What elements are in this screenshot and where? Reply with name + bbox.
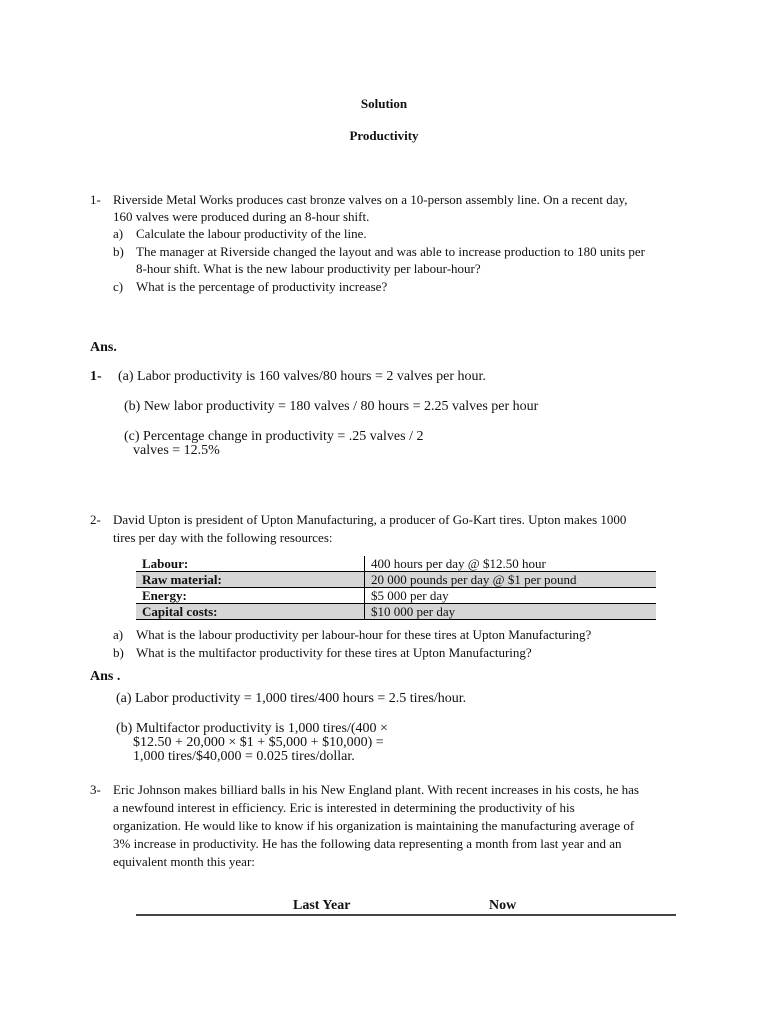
resource-value: $5 000 per day xyxy=(365,588,657,604)
table-row xyxy=(136,556,656,572)
q1-text-line2: 160 valves were produced during an 8-hour shift. xyxy=(113,209,370,224)
ans1-number: 1- xyxy=(90,369,102,384)
q3-number: 3- xyxy=(90,782,101,797)
q2-item-b-text: What is the multifactor productivity for these tires at Upton Manufacturing? xyxy=(136,645,532,660)
page-title: Solution xyxy=(360,96,408,111)
q1-text-line1: Riverside Metal Works produces cast bronze valves on a 10-person assembly line. On a recent day, xyxy=(113,192,628,207)
q3-text-line3: organization. He would like to know if his organization is maintaining the manufacturing average of xyxy=(113,818,635,833)
q1-item-b-text-line1: The manager at Riverside changed the layout and was able to increase production to 180 units per xyxy=(136,244,645,259)
table-header-rule xyxy=(136,914,676,916)
q2-item-a-label: a) xyxy=(113,627,124,642)
ans2-part-b-line2: $12.50 + 20,000 × $1 + $5,000 + $10,000) = xyxy=(133,735,384,750)
resource-name: Raw material: xyxy=(136,572,365,588)
q1-item-c-text: What is the percentage of productivity increase? xyxy=(136,279,388,294)
resource-value: 20 000 pounds per day @ $1 per pound xyxy=(365,572,657,588)
column-header-now: Now xyxy=(489,898,517,913)
ans1-part-a: (a) Labor productivity is 160 valves/80 hours = 2 valves per hour. xyxy=(118,369,486,384)
resource-name: Labour: xyxy=(136,556,365,572)
ans2-part-b-line3: 1,000 tires/$40,000 = 0.025 tires/dollar. xyxy=(133,749,355,764)
q2-text-line2: tires per day with the following resources: xyxy=(113,530,333,545)
ans1-part-c-line2: valves = 12.5% xyxy=(133,443,220,458)
q1-item-a-text: Calculate the labour productivity of the line. xyxy=(136,226,367,241)
resource-value: 400 hours per day @ $12.50 hour xyxy=(365,556,657,572)
resources-table xyxy=(136,556,656,620)
table-row xyxy=(136,604,656,620)
q2-number: 2- xyxy=(90,512,101,527)
q1-number: 1- xyxy=(90,192,101,207)
q1-item-b-label: b) xyxy=(113,244,124,259)
ans2-heading: Ans . xyxy=(90,669,121,684)
q1-item-b-text-line2: 8-hour shift. What is the new labour productivity per labour-hour? xyxy=(136,261,481,276)
table-row xyxy=(136,572,656,588)
page-subtitle: Productivity xyxy=(349,128,419,143)
q1-item-c-label: c) xyxy=(113,279,124,294)
q2-item-b-label: b) xyxy=(113,645,124,660)
table-row xyxy=(136,588,656,604)
q1-item-a-label: a) xyxy=(113,226,124,241)
q3-text-line4: 3% increase in productivity. He has the following data representing a month from last year and an xyxy=(113,836,622,851)
q3-text-line1: Eric Johnson makes billiard balls in his New England plant. With recent increases in his costs, he has xyxy=(113,782,639,797)
column-header-last-year: Last Year xyxy=(293,898,351,913)
ans1-part-b: (b) New labor productivity = 180 valves / 80 hours = 2.25 valves per hour xyxy=(124,399,539,414)
ans1-heading: Ans. xyxy=(90,340,117,355)
ans2-part-a: (a) Labor productivity = 1,000 tires/400 hours = 2.5 tires/hour. xyxy=(116,691,467,706)
q2-item-a-text: What is the labour productivity per labour-hour for these tires at Upton Manufacturing? xyxy=(136,627,592,642)
ans2-part-b-line1: (b) Multifactor productivity is 1,000 tires/(400 × xyxy=(116,721,388,736)
resource-name: Energy: xyxy=(136,588,365,604)
resource-name: Capital costs: xyxy=(136,604,365,620)
ans1-part-c-line1: (c) Percentage change in productivity = .25 valves / 2 xyxy=(124,429,424,444)
q3-text-line5: equivalent month this year: xyxy=(113,854,255,869)
q2-text-line1: David Upton is president of Upton Manufacturing, a producer of Go-Kart tires. Upton makes 1000 xyxy=(113,512,627,527)
q3-text-line2: a newfound interest in efficiency. Eric is interested in determining the productivity of his xyxy=(113,800,575,815)
resource-value: $10 000 per day xyxy=(365,604,657,620)
